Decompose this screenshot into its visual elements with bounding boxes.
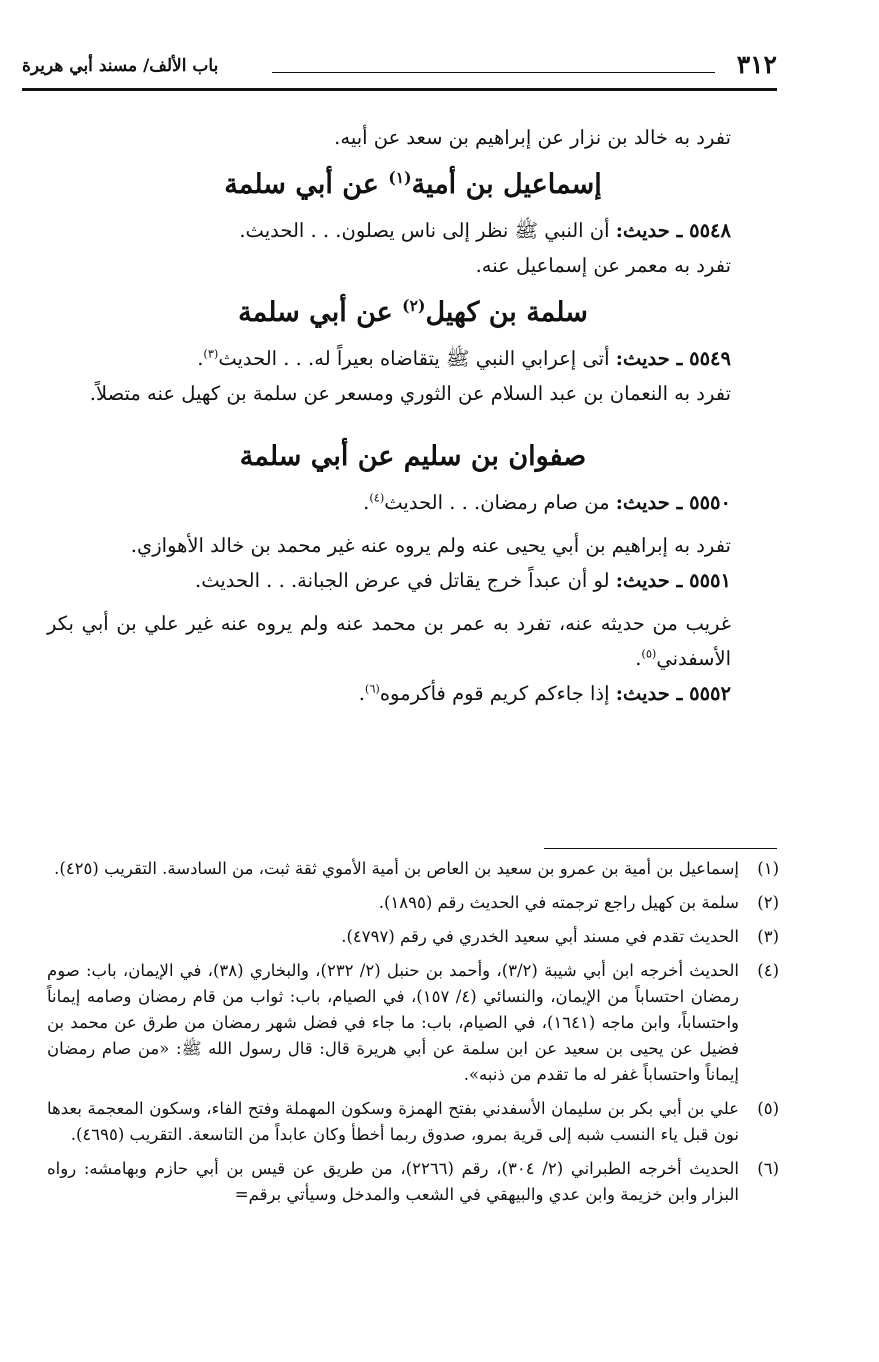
- hadith-label: ٥٥٥١ ـ حديث:: [615, 569, 731, 592]
- hadith-text: أن النبي ﷺ نظر إلى ناس يصلون. . . الحديث.: [239, 219, 616, 242]
- footnote-text: سلمة بن كهيل راجع ترجمته في الحديث رقم (١٨٩٥).: [378, 893, 739, 912]
- footnote-text: الحديث تقدم في مسند أبي سعيد الخدري في رقم (٤٧٩٧).: [341, 927, 739, 946]
- hadith-entry: [47, 676, 779, 711]
- section-heading: [47, 163, 779, 207]
- footnote-number: (٦): [757, 1159, 779, 1178]
- paragraph: تفرد به النعمان بن عبد السلام عن الثوري ومسعر عن سلمة بن كهيل عنه متصلاً.: [89, 382, 731, 405]
- footnote-number: (٢): [757, 893, 779, 912]
- header-divider: [272, 72, 715, 73]
- page-body: [47, 120, 779, 711]
- footnote: [47, 890, 779, 916]
- footnote-number: (١): [757, 859, 779, 878]
- spacer: [47, 520, 779, 528]
- hadith-end: .: [358, 682, 365, 705]
- footnote: [47, 958, 779, 1088]
- hadith-text: أتى إعرابي النبي ﷺ يتقاضاه بعيراً له. . . الحديث: [218, 347, 616, 370]
- footnote: [47, 856, 779, 882]
- paragraph: تفرد به إبراهيم بن أبي يحيى عنه ولم يروه عنه غير محمد بن خالد الأهوازي.: [130, 534, 731, 557]
- heading-text: إسماعيل بن أمية: [411, 169, 602, 200]
- hadith-text: لو أن عبداً خرج يقاتل في عرض الجبانة. . . الحديث.: [195, 569, 616, 592]
- page-header: [22, 48, 777, 96]
- heading-text: عن أبي سلمة: [238, 297, 403, 328]
- footnote-ref: (٥): [641, 647, 657, 661]
- footnote: [47, 1156, 779, 1208]
- page-number: ٣١٢: [736, 50, 777, 79]
- footnote-ref: (١): [388, 168, 412, 187]
- footnote-text: الحديث أخرجه ابن أبي شيبة (٣/٢)، وأحمد بن حنبل (٢/ ٢٣٢)، والبخاري (٣٨)، في الإيمان، باب: صوم رمضان احتساباً من الإيمان، والنسائي (٤/ ١٥٧)، في الصيام، باب: ثواب من قام رمضان وصامه إيماناً واحتساباً، وابن ماجه (١٦٤١)، في الصيام، باب: ما جاء في فضل شهر رمضان من طرق عن محمد بن فضيل عن يحيى بن سعيد عن ابن سلمة عن أبي هريرة قال: قال رسول الله ﷺ: «من صام رمضان إيماناً واحتساباً غفر له ما تقدم من ذنبه».: [47, 961, 739, 1084]
- footnote-divider: [544, 848, 777, 849]
- footnote-text: إسماعيل بن أمية بن عمرو بن سعيد بن العاص بن أمية الأموي ثقة ثبت، من السادسة. التقريب (٤٢٥).: [54, 859, 739, 878]
- hadith-label: ٥٥٥٢ ـ حديث:: [615, 682, 731, 705]
- hadith-entry: [47, 341, 779, 376]
- heading-text: صفوان بن سليم عن أبي سلمة: [239, 441, 587, 472]
- hadith-end: .: [363, 491, 370, 514]
- footnote-ref: (٣): [203, 347, 219, 361]
- hadith-text: إذا جاءكم كريم قوم فأكرموه: [379, 682, 616, 705]
- header-rule: [22, 88, 777, 91]
- footnote-text: الحديث أخرجه الطبراني (٢/ ٣٠٤)، رقم (٢٢٦٦)، من طريق عن قيس بن أبي حازم وبهامشه: رواه البزار وابن خزيمة وابن عدي والبيهقي في الشعب والمدخل وسيأتي برقم=: [47, 1159, 740, 1204]
- hadith-text: من صام رمضان. . . الحديث: [384, 491, 616, 514]
- hadith-label: ٥٥٥٠ ـ حديث:: [615, 491, 731, 514]
- footnote-ref: (٦): [364, 682, 380, 696]
- hadith-label: ٥٥٤٨ ـ حديث:: [615, 219, 731, 242]
- paragraph-text: غريب من حديثه عنه، تفرد به عمر بن محمد عنه ولم يروه عنه غير علي بن أبي بكر الأسفدني: [47, 612, 731, 670]
- footnote-number: (٣): [757, 927, 779, 946]
- footnote-text: علي بن أبي بكر بن سليمان الأسفدني بفتح الهمزة وسكون المهملة وفتح الفاء، وسكون المعجمة بعدها نون قبل ياء النسب شبه إلى قرية بمرو، صدوق ربما أخطأ وكان عابداً من التاسعة. التقريب (٤٦٩٥).: [47, 1099, 739, 1144]
- hadith-entry: [47, 485, 779, 520]
- section-heading: [47, 291, 779, 335]
- footnote: [47, 924, 779, 950]
- footnote-ref: (٢): [402, 296, 426, 315]
- footnote-number: (٤): [757, 961, 779, 980]
- footnote: [47, 1096, 779, 1148]
- footnote-ref: (٤): [369, 491, 385, 505]
- footnotes: [47, 856, 779, 1216]
- running-title: باب الألف/ مسند أبي هريرة: [22, 56, 219, 76]
- heading-text: سلمة بن كهيل: [425, 297, 588, 328]
- hadith-entry: [47, 563, 779, 598]
- paragraph-end: .: [635, 647, 642, 670]
- paragraph: تفرد به معمر عن إسماعيل عنه.: [475, 254, 731, 277]
- paragraph: تفرد به خالد بن نزار عن إبراهيم بن سعد عن أبيه.: [334, 126, 731, 149]
- paragraph: [47, 606, 779, 676]
- hadith-label: ٥٥٤٩ ـ حديث:: [615, 347, 731, 370]
- section-heading: [47, 435, 779, 479]
- footnote-number: (٥): [757, 1099, 779, 1118]
- heading-text: عن أبي سلمة: [224, 169, 389, 200]
- spacer: [47, 598, 779, 606]
- hadith-end: .: [197, 347, 204, 370]
- hadith-entry: [47, 213, 779, 248]
